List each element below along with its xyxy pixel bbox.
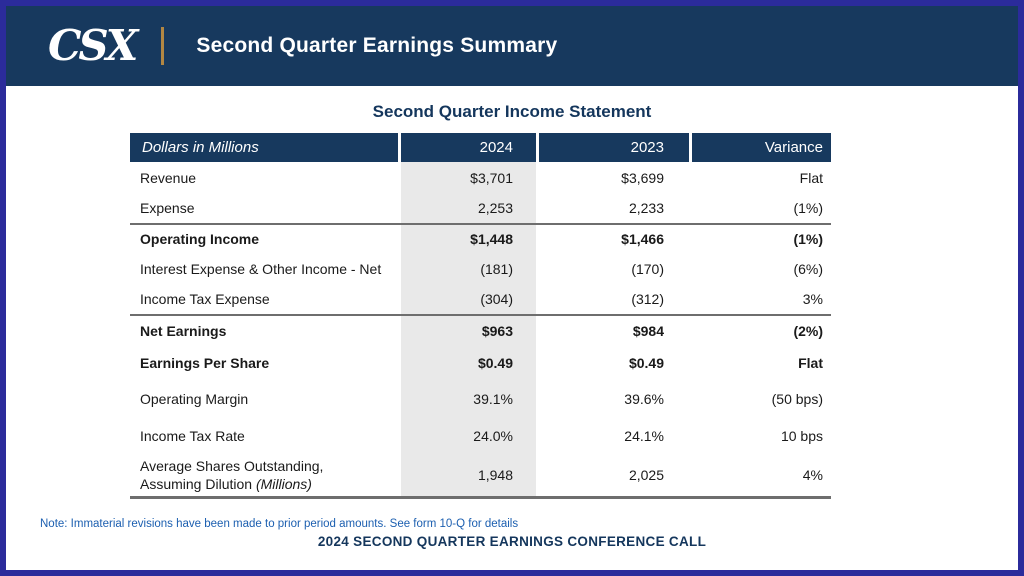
income-statement-table	[130, 133, 831, 499]
row-label	[130, 454, 398, 496]
cell-2023: $984	[632, 322, 664, 339]
cell-2023: 24.1%	[624, 427, 664, 444]
cell-2024: 2,253	[401, 193, 536, 223]
column-header-dollars-in-millions: Dollars in Millions	[130, 133, 398, 162]
row-label: Operating Margin	[140, 390, 249, 407]
table-row-average-shares	[130, 454, 831, 496]
cell-2023: (170)	[631, 260, 664, 277]
row-label-line1: Average Shares Outstanding,	[140, 458, 324, 474]
table-bottom-border	[130, 496, 831, 499]
cell-2024: (304)	[401, 284, 536, 314]
row-label: Interest Expense & Other Income - Net	[140, 260, 382, 277]
table-row-expense	[130, 193, 831, 223]
cell-2024: (181)	[401, 253, 536, 284]
table-row-operating-margin	[130, 380, 831, 417]
row-label: Operating Income	[140, 231, 260, 247]
cell-variance: (50 bps)	[771, 390, 823, 407]
cell-variance: 3%	[802, 291, 823, 307]
header-bar	[6, 6, 1018, 86]
cell-2023: $3,699	[621, 169, 664, 186]
cell-2024: $963	[401, 316, 536, 345]
row-label: Income Tax Rate	[140, 427, 245, 444]
cell-2024: 1,948	[401, 454, 536, 496]
row-label: Revenue	[140, 169, 197, 186]
cell-2023: (312)	[631, 291, 664, 307]
cell-variance: Flat	[798, 354, 823, 371]
table-row-income-tax-expense	[130, 284, 831, 314]
cell-2023: 2,233	[628, 200, 664, 216]
csx-logo: CSX	[48, 21, 136, 70]
table-row-interest-expense	[130, 253, 831, 284]
row-label-line2: Assuming Dilution	[140, 476, 256, 492]
row-label-line2-italic: (Millions)	[255, 476, 312, 492]
cell-2024: 39.1%	[401, 380, 536, 417]
row-label: Net Earnings	[140, 322, 227, 339]
table-header-row	[130, 133, 831, 162]
row-label: Income Tax Expense	[140, 291, 270, 307]
table-row-income-tax-rate	[130, 417, 831, 454]
table-row-net-earnings	[130, 314, 831, 345]
cell-2023: 39.6%	[624, 390, 664, 407]
cell-variance: (2%)	[793, 322, 823, 339]
column-header-2023: 2023	[539, 133, 689, 162]
table-body	[130, 162, 831, 499]
cell-2024: $1,448	[401, 225, 536, 253]
cell-2023: 2,025	[628, 467, 664, 483]
cell-2024: $3,701	[401, 162, 536, 193]
table-title: Second Quarter Income Statement	[372, 102, 652, 121]
cell-variance: (6%)	[793, 260, 823, 277]
footer-title: 2024 SECOND QUARTER EARNINGS CONFERENCE CALL	[317, 534, 707, 549]
header-divider	[161, 27, 164, 65]
footnote: Note: Immaterial revisions have been made to prior period amounts. See form 10-Q for details	[40, 518, 519, 530]
table-row-revenue	[130, 162, 831, 193]
cell-2023: $0.49	[628, 354, 664, 371]
row-label: Expense	[140, 200, 195, 216]
cell-2024: $0.49	[401, 345, 536, 380]
cell-variance: 10 bps	[780, 427, 823, 444]
cell-variance: (1%)	[793, 200, 823, 216]
cell-variance: 4%	[802, 467, 823, 483]
row-label: Earnings Per Share	[140, 354, 270, 371]
table-row-earnings-per-share	[130, 345, 831, 380]
cell-variance: (1%)	[793, 231, 823, 247]
table-row-operating-income	[130, 223, 831, 253]
cell-variance: Flat	[799, 169, 823, 186]
slide-title: Second Quarter Earnings Summary	[196, 34, 558, 57]
cell-2023: $1,466	[621, 231, 664, 247]
column-header-2024: 2024	[401, 133, 536, 162]
column-header-variance: Variance	[692, 133, 831, 162]
cell-2024: 24.0%	[401, 417, 536, 454]
